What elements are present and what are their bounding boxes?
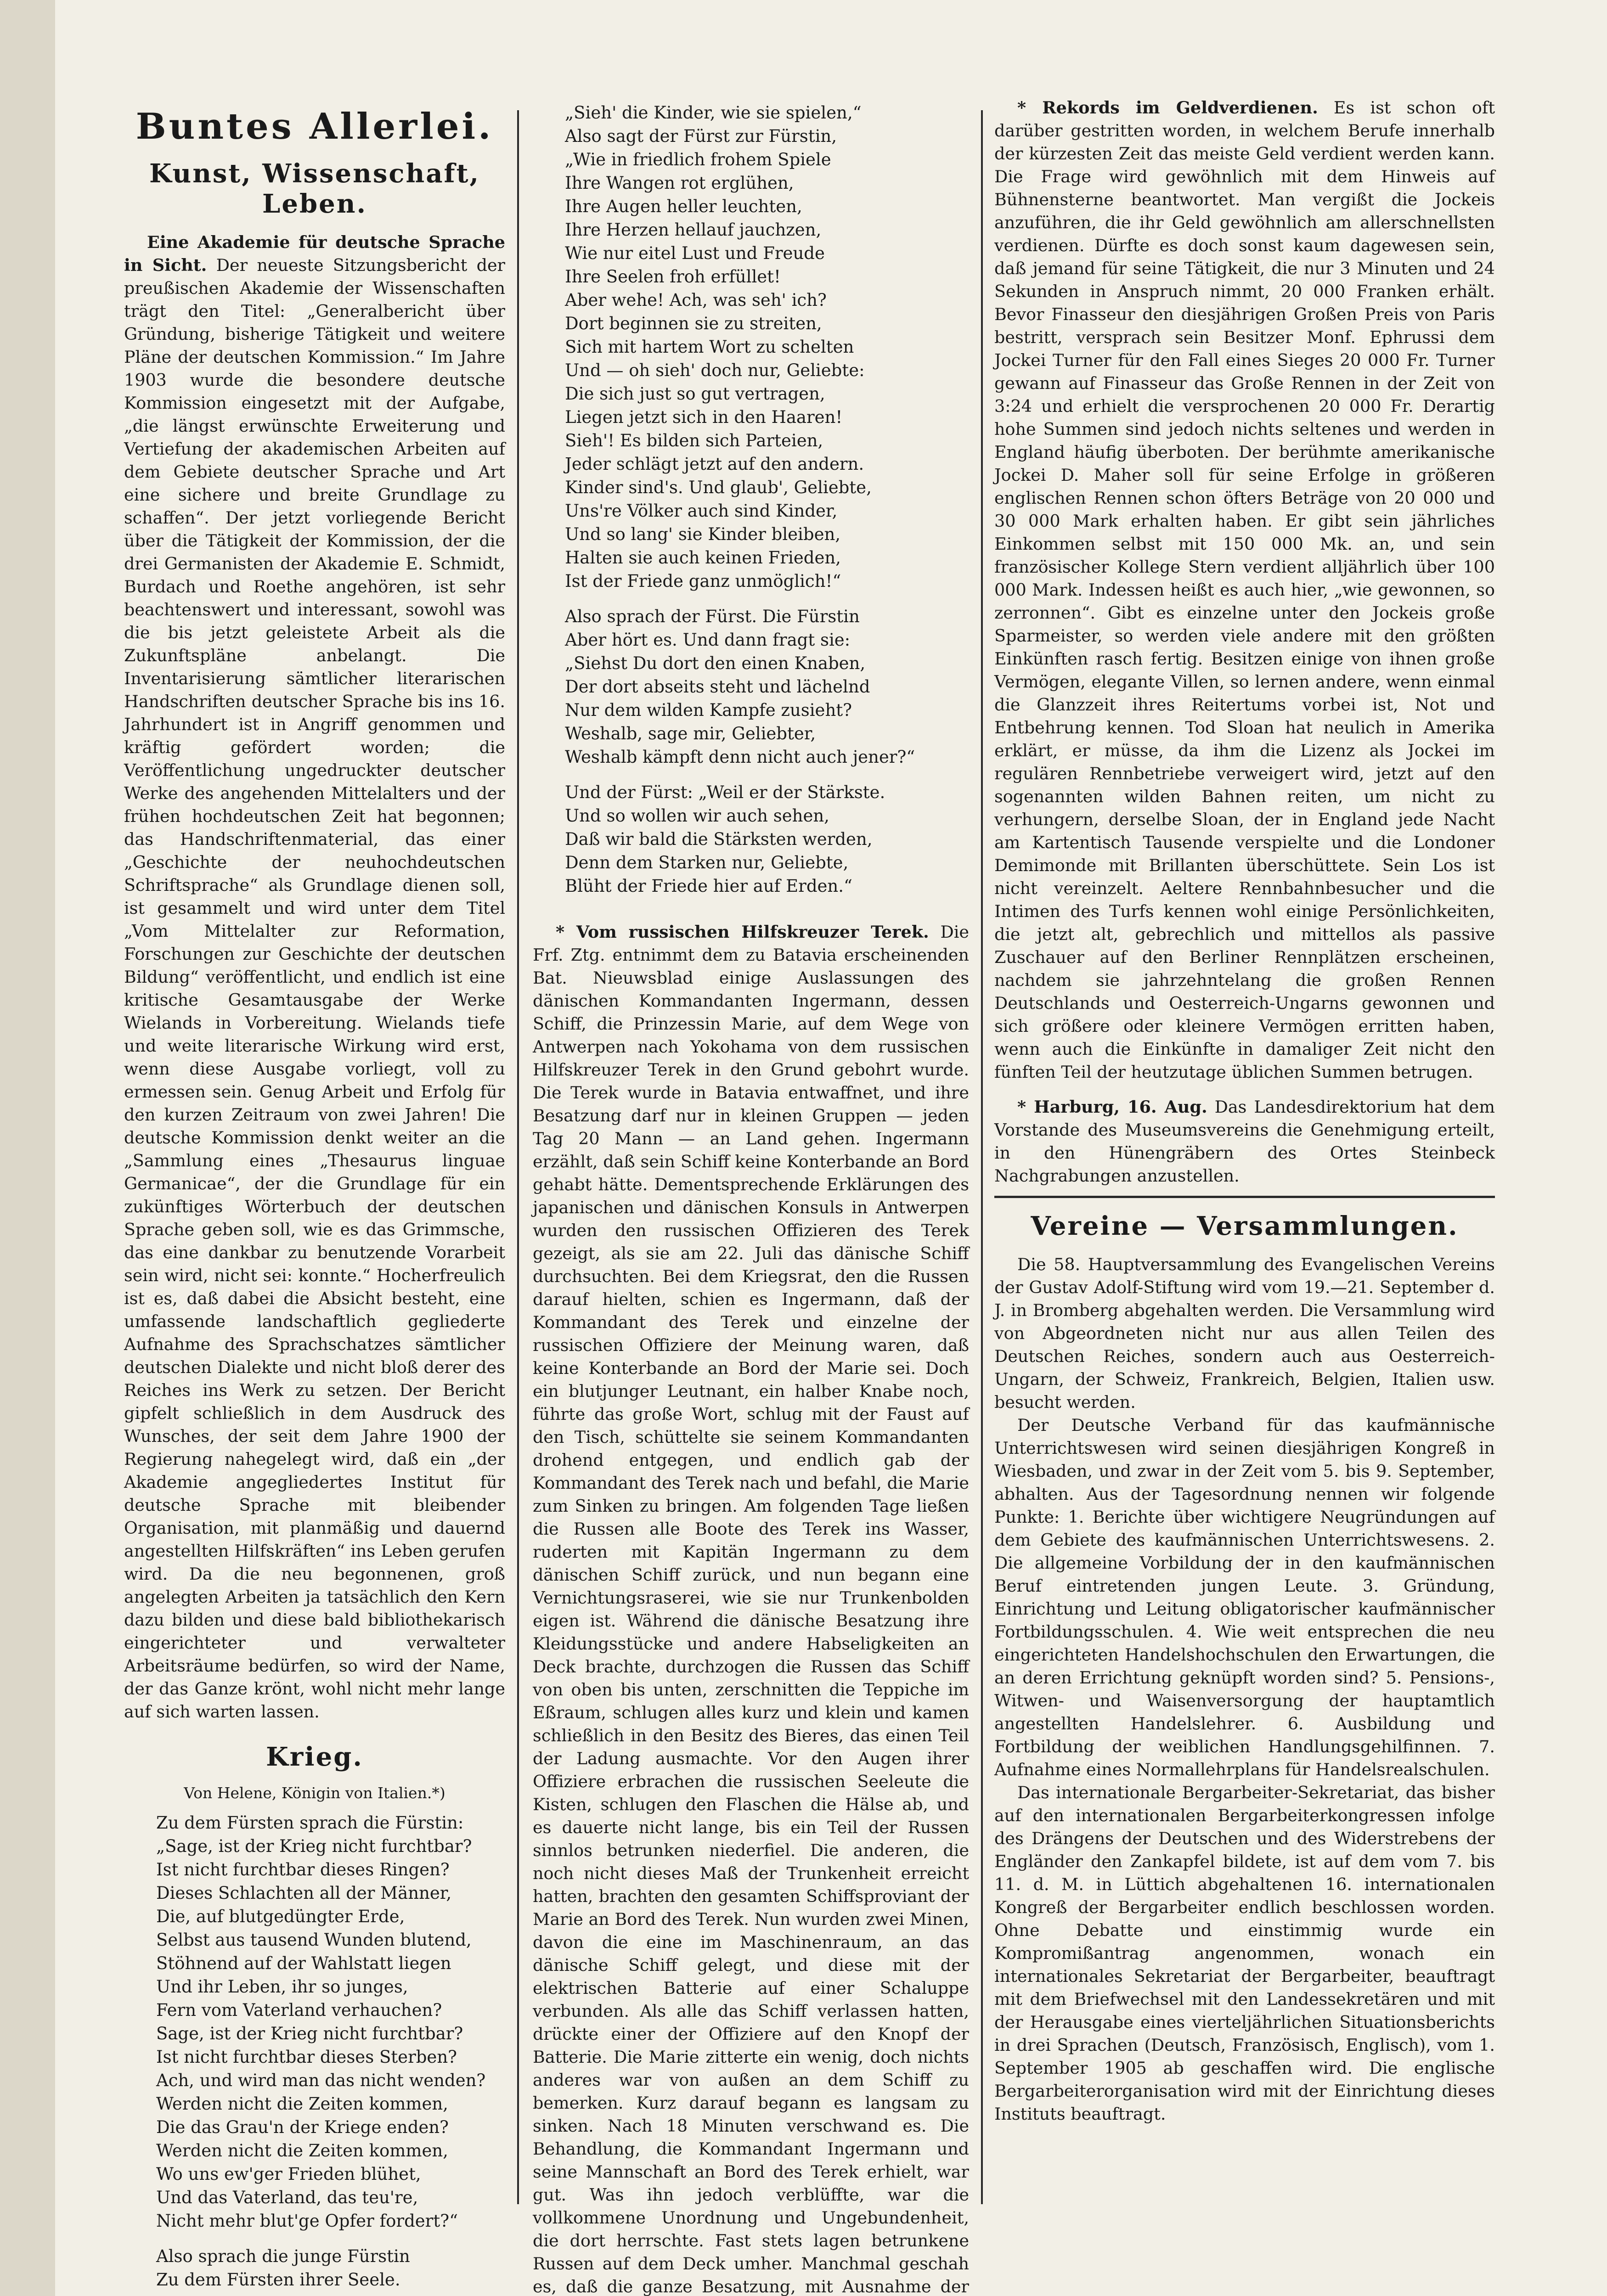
article-terek-body: Die Frf. Ztg. entnimmt dem zu Batavia erscheinenden Bat. Nieuwsblad einige Auslassungen des dänischen Kommandanten Ingermann, dessen Schiff, die Prinzessin Marie, auf dem Wege von Antwerpen nach Yokohama von dem russischen Hilfskreuzer Terek in den Grund gebohrt wurde. Die Terek wurde in Batavia entwaffnet, und ihre Besatzung darf nur in kleinen Gruppen — jeden Tag 20 Mann — an Land gehen. Ingermann erzählt, daß sein Schiff keine Konterbande an Bord gehabt hätte. Dementsprechende Erklärungen des japanischen und dänischen Konsuls in Antwerpen wurden den russischen Offizieren des Terek gezeigt, als sie am 22. Juli das dänische Schiff durchsuchten. Bei dem Kriegsrat, den die Russen darauf hielten, schien es Ingermann, daß der Kommandant des Terek und einzelne der russischen Offiziere der Meinung waren, daß keine Konterbande an Bord der Marie sei. Doch ein blutjunger Leutnant, ein halber Knabe noch, führte das große Wort, schlug mit der Faust auf den Tisch, schüttelte sie seinem Kommandanten drohend entgegen, und endlich gab der Kommandant des Terek nach und befahl, die Marie zum Sinken zu bringen. Am folgenden Tage ließen die Russen alle Boote des Terek ins Wasser, ruderten mit Kapitän Ingermann zu dem dänischen Schiff zurück, und nun begann eine Vernichtungsraserei, wie sie nur Trunkenbolden eigen ist. Während die dänische Besatzung ihre Kleidungsstücke und andere Habseligkeiten an Deck brachte, durchzogen die Russen das Schiff von oben bis unten, zerschnitten die Teppiche im Eßraum, schlugen alles kurz und klein und kamen schließlich in den Besitz des Bieres, das einen Teil der Ladung ausmachte. Vor den Augen ihrer Offiziere erbrachen die russischen Seeleute die Kisten, schlugen den Flaschen die Hälse ab, und es dauerte nicht lange, bis ein Teil der Russen sinnlos betrunken niederfiel. Die anderen, die noch nicht dieses Maß der Trunkenheit erreicht hatten, brachten den gesamten Schiffsproviant der Marie an Bord des Terek. Nun wurden zwei Minen, davon die eine im Maschinenraum, an das dänische Schiff gelegt, und diese mit der elektrischen Batterie auf einer Schaluppe verbunden. Als alle das Schiff verlassen hatten, drückte einer der Offiziere auf den Knopf der Batterie. Die Marie zitterte ein wenig, doch nichts anderes war von außen an dem Schiff zu bemerken. Kurz darauf begann es langsam zu sinken. Nach 18 Minuten verschwand es. Die Behandlung, die Kommandant Ingermann und seine Mannschaft an Bord des Terek erhielt, war gut. Was ihn jedoch verblüffte, war die vollkommene Unordnung und Ungebundenheit, die dort herrschte. Fast stets lagen betrunkene Russen auf dem Deck umher. Manchmal geschah es, daß die ganze Besatzung, mit Ausnahme der <box>533 922 969 2296</box>
newspaper-page <box>55 0 1607 2296</box>
article-harburg-heading: * Harburg, 16. Aug. <box>1017 1097 1207 1117</box>
column-1 <box>124 92 505 2296</box>
article-bergarbeiter: Das internationale Bergarbeiter-Sekretariat, das bisher auf den internationalen Bergarbeiterkongressen infolge des Drängens der Deutschen und des Widerstrebens der Engländer den Zankapfel bildete, ist auf dem vom 7. bis 11. d. M. in Lüttich abgehaltenen 16. internationalen Kongreß der Bergarbeiter endlich beschlossen worden. Ohne Debatte und einstimmig wurde ein Kompromißantrag angenommen, wonach ein internationales Sekretariat der Bergarbeiter, beauftragt mit dem Briefwechsel mit den Landessekretären und mit der Herausgabe eines vierteljährlichen Situationsberichts in drei Sprachen (Deutsch, Französisch, Englisch), vom 1. September 1905 ab geschaffen wird. Die englische Bergarbeiterorganisation wird mit der Einrichtung dieses Instituts beauftragt. <box>994 1783 1495 2124</box>
subsection-title: Kunst, Wissenschaft, Leben. <box>149 158 480 219</box>
article-academy-body: Der neueste Sitzungsbericht der preußischen Akademie der Wissenschaften trägt den Titel: „Generalbericht über Gründung, bisherige Tätigkeit und weitere Pläne der deutschen Kommission.“ Im Jahre 1903 wurde die besondere deutsche Kommission eingesetzt mit der Aufgabe, „die längst erwünschte Erweiterung und Vertiefung der akademischen Arbeiten auf dem Gebiete deutscher Sprache und Art eine sichere und breite Grundlage zu schaffen“. Der jetzt vorliegende Bericht über die Tätigkeit der Kommission, der die drei Germanisten der Akademie E. Schmidt, Burdach und Roethe angehören, ist sehr beachtenswert und interessant, sowohl was die bis jetzt geleistete Arbeit als die Zukunftspläne anbelangt. Die Inventarisierung sämtlicher literarischen Handschriften deutscher Sprache bis ins 16. Jahrhundert ist in Angriff genommen und kräftig gefördert worden; die Veröffentlichung ungedruckter deutscher Werke des angehenden Mittelalters und der frühen hochdeutschen Zeit hat begonnen; das Handschriftenmaterial, das einer „Geschichte der neuhochdeutschen Schriftsprache“ als Grundlage dienen soll, ist gesammelt und wird unter dem Titel „Vom Mittelalter zur Reformation, Forschungen zur Geschichte der deutschen Bildung“ veröffentlicht, und endlich ist eine kritische Gesamtausgabe der Werke Wielands in Vorbereitung. Wielands tiefe und weite literarische Wirkung wird erst, wenn diese Ausgabe vorliegt, voll zu ermessen sein. Genug Arbeit und Erfolg für den kurzen Zeitraum von zwei Jahren! Die deutsche Kommission denkt weiter an die „Sammlung eines „Thesaurus linguae Germanicae“, der die Grundlage für ein zukünftiges Wörterbuch der deutschen Sprache geben soll, wie es das Grimmsche, das eine dankbar zu benutzende Vorarbeit sein wird, nicht sei: konnte.“ Hocherfreulich ist es, daß dabei die Absicht besteht, eine umfassende landschaftlich gegliederte Aufnahme des Sprachschatzes sämtlicher deutschen Dialekte und nicht bloß derer des Reiches ins Werk zu setzen. Der Bericht gipfelt schließlich in dem Ausdruck des Wunsches, der seit dem Jahre 1900 der Regierung nahegelegt wird, daß ein „der Akademie angegliedertes Institut für deutsche Sprache mit bleibender Organisation, mit planmäßig und dauernd angestellten Hilfskräften“ ins Leben gerufen wird. Da die neu begonnenen, groß angelegten Arbeiten ja tatsächlich den Kern dazu bilden und diese bald bibliothekarisch eingerichteter und verwalteter Arbeitsräume bedürfen, so wird der Name, der das Ganze krönt, wohl nicht mehr lange auf sich warten lassen. <box>124 255 505 1722</box>
article-harburg-body: Das Landesdirektorium hat dem Vorstande des Museumsvereins die Genehmigung erteilt, in den Hünengräbern des Ortes Steinbeck Nachgrabungen anzustellen. <box>994 1097 1495 1186</box>
article-rekords-body: Es ist schon oft darüber gestritten worden, in welchem Berufe innerhalb der kürzesten Zeit das meiste Geld verdient werden kann. Die Frage wird gewöhnlich mit dem Hinweis auf Bühnensterne beantwortet. Man vergißt die Jockeis anzuführen, die ihr Geld gewöhnlich am allerschnellsten verdienen. Dürfte es doch sonst kaum dagewesen sein, daß jemand für seine Tätigkeit, die nur 3 Minuten und 24 Sekunden in Anspruch nimmt, 20 000 Franken erhält. Bevor Finasseur den diesjährigen Großen Preis von Paris bestritt, versprach sein Besitzer Monf. Ephrussi dem Jockei Turner für den Fall eines Sieges 20 000 Fr. Turner gewann auf Finasseur das Große Rennen in der Zeit von 3:24 und erhielt die versprochenen 20 000 Fr. Derartig hohe Summen sind jedoch nichts seltenes und werden in England häufig überboten. Der berühmte amerikanische Jockei D. Maher soll für seine Erfolge in größeren englischen Rennen schon öfters Beträge von 20 000 und 30 000 Mark erhalten haben. Er gibt sein jährliches Einkommen selbst mit 150 000 Mk. an, und sein französischer Kollege Stern verdient alljährlich über 100 000 Mark. Indessen heißt es auch hier, „wie gewonnen, so zerronnen“. Gibt es einzelne unter den Jockeis große Sparmeister, so werden viele andere mit den größten Einkünften rasch fertig. Besitzen einige von ihnen große Vermögen, elegante Villen, so lernen andere, wenn einmal die Glanzzeit ihres Reitertums vorbei ist, Not und Entbehrung kennen. Tod Sloan hat neulich in Amerika erklärt, er müsse, da ihm die Lizenz als Jockei im regulären Rennbetriebe verweigert wird, jetzt auf den sogenannten wilden Bahnen reiten, um nicht zu verhungern, derselbe Sloan, der in England jede Nacht am Kartentisch Tausende verspielte und die Londoner Demimonde mit Brillanten überschüttete. Sein Los ist nicht vereinzelt. Aeltere Rennbahnbesucher und die Intimen des Turfs kennen wohl einige Persönlichkeiten, die jetzt alt, gebrechlich und mittellos als passive Zuschauer auf den Berliner Rennplätzen erscheinen, nachdem sie jahrzehntelang die großen Rennen Deutschlands und Oesterreich-Ungarns gewonnen und sich größere oder kleinere Vermögen erritten haben, wenn auch die Einkünfte in damaliger Zeit nicht den fünften Teil der heutzutage üblichen Summen betrugen. <box>994 98 1495 1082</box>
article-harburg <box>994 1096 1495 1187</box>
section-divider <box>994 1196 1495 1198</box>
previous-page-edge <box>0 0 56 2296</box>
section-title-vereine: Vereine — Versammlungen. <box>1031 1211 1459 1241</box>
poem-title: Krieg. <box>266 1742 363 1772</box>
article-terek <box>533 921 969 2296</box>
article-gustav-adolf: Die 58. Hauptversammlung des Evangelischen Vereins der Gustav Adolf-Stiftung wird vom 19.—21. September d. J. in Bromberg abgehalten werden. Die Versammlung wird von Abgeordneten nicht nur aus allen Teilen des Deutschen Reiches, sondern auch aus Oesterreich-Ungarn, der Schweiz, Frankreich, Belgien, Italien usw. besucht werden. <box>994 1255 1495 1412</box>
article-kaufmaennisch: Der Deutsche Verband für das kaufmännische Unterrichtswesen wird seinen diesjährigen Kongreß in Wiesbaden, und zwar in der Zeit vom 5. bis 9. September, abhalten. Aus der Tagesordnung nennen wir folgende Punkte: 1. Berichte über wichtigere Neugründungen auf dem Gebiete des kaufmännischen Unterrichtswesens. 2. Die allgemeine Vorbildung der in den kaufmännischen Beruf eintretenden jungen Leute. 3. Gründung, Einrichtung und Leitung obligatorischer kaufmännischer Fortbildungsschulen. 4. Wie weit entsprechen die neu eingerichteten Handelshochschulen den Erwartungen, die an deren Errichtung geknüpft worden sind? 5. Pensions-, Witwen- und Waisenversorgung der hauptamtlich angestellten Handelslehrer. 6. Ausbildung und Fortbildung der weiblichen Handlungsgehilfinnen. 7. Aufnahme eines Normallehrplans für Handelsrealschulen. <box>994 1415 1495 1779</box>
article-terek-heading: * Vom russischen Hilfskreuzer Terek. <box>556 922 929 942</box>
column-3 <box>994 96 1495 2126</box>
poem-stanza-2: Also sprach die junge Fürstin Zu dem Fürsten ihrer Seele. <box>156 2246 410 2290</box>
article-academy-heading: Eine Akademie für deutsche Sprache in Sicht. <box>124 232 505 275</box>
article-rekords <box>994 96 1495 1084</box>
section-title-buntes-allerlei: Buntes Allerlei. <box>135 106 494 147</box>
article-academy <box>124 231 505 1723</box>
column-rule-left <box>517 110 519 2204</box>
column-2 <box>533 101 969 2296</box>
poem-byline: Von Helene, Königin von Italien.*) <box>184 1784 445 1802</box>
poem-cont-stanza-1: „Sieh' die Kinder, wie sie spielen,“ Also sagt der Fürst zur Fürstin, „Wie in friedlich frohem Spiele Ihre Wangen rot erglühen, Ihre Augen heller leuchten, Ihre Herzen hellauf jauchzen, Wie nur eitel Lust und Freude Ihre Seelen froh erfüllet! Aber wehe! Ach, was seh' ich? Dort beginnen sie zu streiten, Sich mit hartem Wort zu schelten Und — oh sieh' doch nur, Geliebte: Die sich just so gut vertragen, Liegen jetzt sich in den Haaren! Sieh'! Es bilden sich Parteien, Jeder schlägt jetzt auf den andern. Kinder sind's. Und glaub', Geliebte, Uns're Völker auch sind Kinder, Und so lang' sie Kinder bleiben, Halten sie auch keinen Frieden, Ist der Friede ganz unmöglich!“ <box>565 103 872 591</box>
poem-cont-stanza-2: Also sprach der Fürst. Die Fürstin Aber hört es. Und dann fragt sie: „Siehst Du dort den einen Knaben, Der dort abseits steht und lächelnd Nur dem wilden Kampfe zusieht? Weshalb, sage mir, Geliebter, Weshalb kämpft denn nicht auch jener?“ <box>565 607 915 767</box>
article-rekords-heading: * Rekords im Geldverdienen. <box>1017 98 1318 118</box>
poem-cont-stanza-3: Und der Fürst: „Weil er der Stärkste. Und so wollen wir auch sehen, Daß wir bald die Stärksten werden, Denn dem Starken nur, Geliebte, Blüht der Friede hier auf Erden.“ <box>565 782 885 896</box>
poem-stanza-1: Zu dem Fürsten sprach die Fürstin: „Sage, ist der Krieg nicht furchtbar? Ist nicht furchtbar dieses Ringen? Dieses Schlachten all der Männer, Die, auf blutgedüngter Erde, Selbst aus tausend Wunden blutend, Stöhnend auf der Wahlstatt liegen Und ihr Leben, ihr so junges, Fern vom Vaterland verhauchen? Sage, ist der Krieg nicht furchtbar? Ist nicht furchtbar dieses Sterben? Ach, und wird man das nicht wenden? Werden nicht die Zeiten kommen, Die das Grau'n der Kriege enden? Werden nicht die Zeiten kommen, Wo uns ew'ger Frieden blühet, Und das Vaterland, das teu're, Nicht mehr blut'ge Opfer fordert?“ <box>156 1813 486 2231</box>
column-rule-right <box>981 110 983 2204</box>
